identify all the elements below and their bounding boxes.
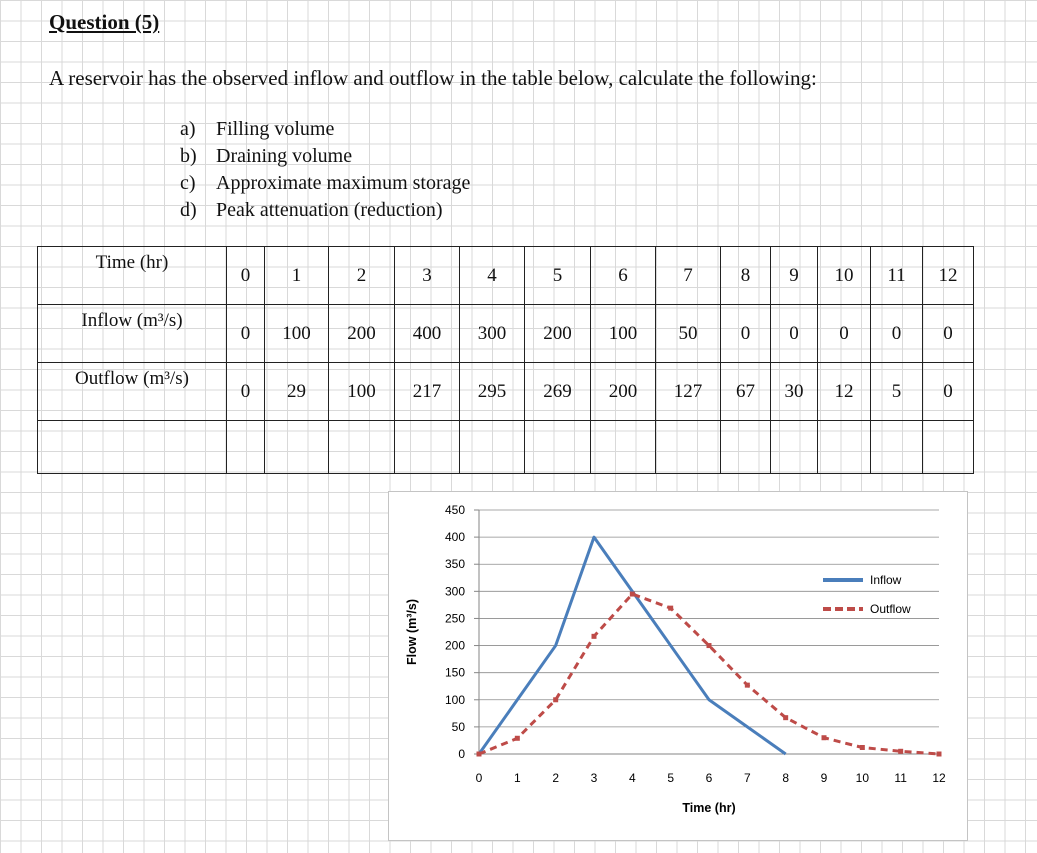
outflow-row [38,363,974,421]
y-tick-label: 250 [444,611,465,626]
y-tick-label: 300 [444,584,465,599]
x-tick-label: 1 [513,771,521,785]
series-point-outflow [553,697,558,702]
x-tick-label: 5 [667,771,675,785]
outflow-cell: 127 [656,363,721,421]
y-tick-label: 150 [444,665,465,680]
blank-cell [591,421,656,474]
item-marker: a) [180,118,196,140]
x-axis-title: Time (hr) [682,801,736,815]
series-point-outflow [860,745,865,750]
x-tick-label: 7 [743,771,751,785]
flow-chart-svg [389,492,967,840]
series-point-outflow [745,683,750,688]
outflow-cell: 0 [923,363,974,421]
series-point-outflow [822,735,827,740]
inflow-cell: 0 [871,305,923,363]
question-item [180,197,470,224]
time-cell: 3 [395,247,460,305]
time-cell: 1 [265,247,329,305]
x-tick-label: 3 [590,771,598,785]
time-cell: 10 [818,247,871,305]
outflow-cell: 5 [871,363,923,421]
inflow-cell: 200 [329,305,395,363]
flow-chart [388,491,968,841]
time-cell: 9 [771,247,818,305]
y-tick-label: 0 [458,747,465,761]
blank-cell [460,421,525,474]
outflow-cell: 217 [395,363,460,421]
blank-cell [395,421,460,474]
x-tick-label: 6 [705,771,713,785]
inflow-cell: 100 [591,305,656,363]
inflow-cell: 200 [525,305,591,363]
time-row [38,247,974,305]
outflow-cell: 295 [460,363,525,421]
series-point-outflow [783,715,788,720]
inflow-row [38,305,974,363]
y-tick-label: 100 [444,692,465,707]
question-item [180,116,470,143]
series-point-outflow [515,736,520,741]
blank-cell [227,421,265,474]
question-item [180,143,470,170]
inflow-cell: 50 [656,305,721,363]
item-text: Filling volume [216,118,335,140]
flow-table [37,246,974,474]
time-cell: 2 [329,247,395,305]
y-tick-label: 200 [444,638,465,653]
series-point-outflow [668,606,673,611]
inflow-cell: 0 [721,305,771,363]
outflow-cell: 67 [721,363,771,421]
series-point-outflow [592,634,597,639]
question-heading: Question (5) [49,10,160,34]
inflow-cell: 0 [923,305,974,363]
time-cell: 8 [721,247,771,305]
time-cell: 6 [591,247,656,305]
item-text: Approximate maximum storage [216,172,471,194]
x-tick-label: 9 [820,771,828,785]
x-tick-label: 10 [855,771,870,785]
item-marker: c) [180,172,196,194]
y-tick-label: 400 [444,530,465,545]
inflow-cell: 0 [771,305,818,363]
time-cell: 4 [460,247,525,305]
blank-cell [656,421,721,474]
series-point-outflow [937,752,942,757]
series-line-outflow [479,594,939,754]
blank-cell [38,421,227,474]
y-tick-label: 350 [444,557,465,572]
time-cell: 0 [227,247,265,305]
blank-cell [329,421,395,474]
series-point-outflow [630,592,635,597]
inflow-cell: 400 [395,305,460,363]
x-tick-label: 11 [894,771,907,785]
question-item [180,170,470,197]
outflow-cell: 269 [525,363,591,421]
time-cell: 7 [656,247,721,305]
question-intro: A reservoir has the observed inflow and outflow in the table below, calculate the following: [49,66,817,90]
time-cell: 5 [525,247,591,305]
legend-label-inflow: Inflow [870,573,902,587]
blank-row [38,421,974,474]
item-text: Peak attenuation (reduction) [216,199,443,221]
item-marker: d) [180,199,197,221]
inflow-cell: 100 [265,305,329,363]
blank-cell [525,421,591,474]
series-point-outflow [898,749,903,754]
inflow-cell: 300 [460,305,525,363]
y-tick-label: 450 [444,503,465,517]
inflow-label: Inflow (m³/s) [38,305,227,363]
blank-cell [923,421,974,474]
series-point-outflow [707,643,712,648]
item-text: Draining volume [216,145,353,167]
legend-label-outflow: Outflow [870,602,911,616]
question-list [180,116,470,224]
x-tick-label: 4 [628,771,636,785]
outflow-cell: 100 [329,363,395,421]
inflow-cell: 0 [227,305,265,363]
outflow-cell: 30 [771,363,818,421]
outflow-cell: 0 [227,363,265,421]
blank-cell [265,421,329,474]
x-tick-label: 8 [782,771,790,785]
x-tick-label: 2 [552,771,560,785]
x-tick-label: 0 [475,771,483,785]
y-tick-label: 50 [451,719,465,734]
blank-cell [818,421,871,474]
time-cell: 12 [923,247,974,305]
outflow-cell: 200 [591,363,656,421]
x-tick-label: 12 [932,771,946,785]
series-point-outflow [477,752,482,757]
blank-cell [721,421,771,474]
time-cell: 11 [871,247,923,305]
outflow-label: Outflow (m³/s) [38,363,227,421]
outflow-cell: 29 [265,363,329,421]
inflow-cell: 0 [818,305,871,363]
blank-cell [871,421,923,474]
time-label: Time (hr) [38,247,227,305]
item-marker: b) [180,145,197,167]
y-axis-title: Flow (m³/s) [405,599,419,665]
outflow-cell: 12 [818,363,871,421]
blank-cell [771,421,818,474]
